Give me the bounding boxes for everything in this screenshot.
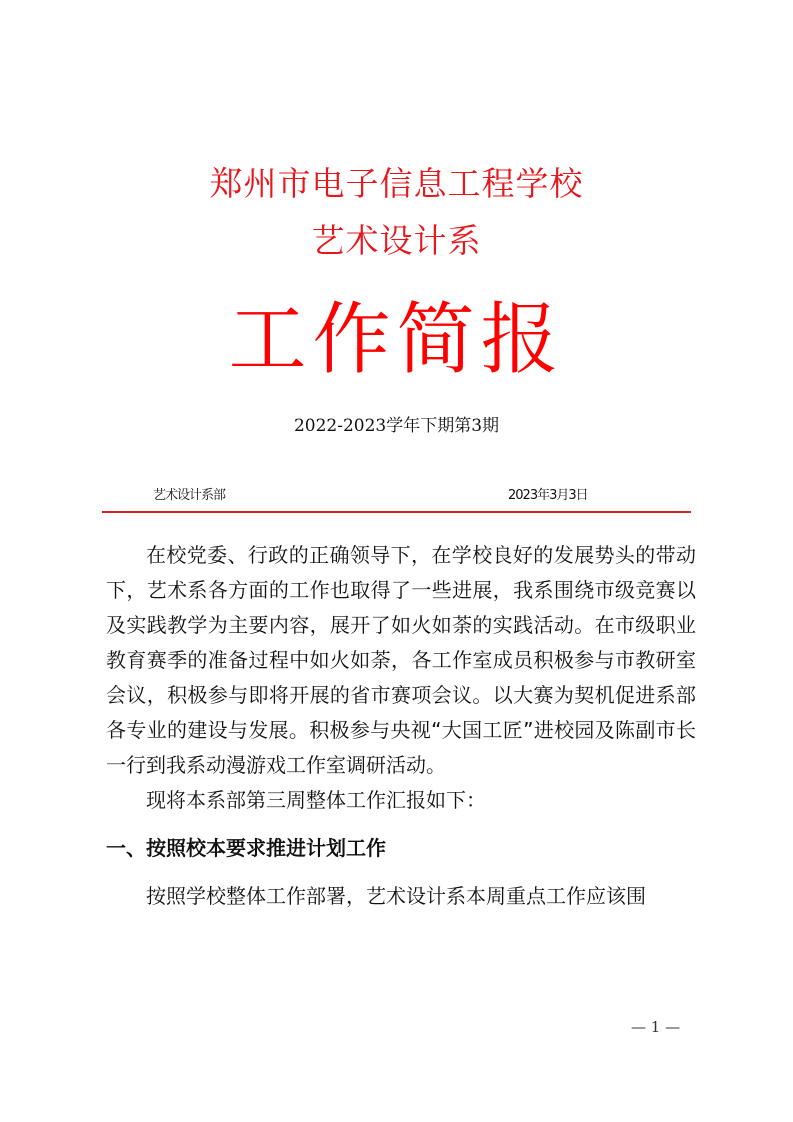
red-divider bbox=[102, 511, 691, 513]
issue-date: 2023年3月3日 bbox=[508, 488, 588, 503]
section-heading: 一、按照校本要求推进计划工作 bbox=[106, 836, 386, 860]
section-paragraph: 按照学校整体工作部署，艺术设计系本周重点工作应该围 bbox=[146, 884, 646, 908]
page-number: — 1 — bbox=[631, 1018, 681, 1036]
department-name: 艺术设计系 bbox=[311, 221, 482, 260]
intro-paragraph: 在校党委、行政的正确领导下，在学校良好的发展势头的带动下，艺术系各方面的工作也取得了一些进展，我系围绕市级竞赛以及实践教学为主要内容，展开了如火如荼的实践活动。在市级职业教育赛季的准备过程中如火如荼，各工作室成员积极参与市教研室会议，积极参与即将开展的省市赛项会议。以大赛为契机促进系部各专业的建设与发展。积极参与央视“大国工匠”进校园及陈副市长一行到我系动漫游戏工作室调研活动。 bbox=[106, 543, 696, 777]
summary-lead: 现将本系部第三周整体工作汇报如下： bbox=[146, 788, 486, 812]
bulletin-title: 工作简报 bbox=[228, 295, 565, 385]
school-name: 郑州市电子信息工程学校 bbox=[209, 164, 584, 203]
document-body bbox=[106, 538, 696, 914]
issue-number: 2022-2023学年下期第3期 bbox=[293, 416, 500, 436]
issuer: 艺术设计系部 bbox=[153, 488, 226, 503]
